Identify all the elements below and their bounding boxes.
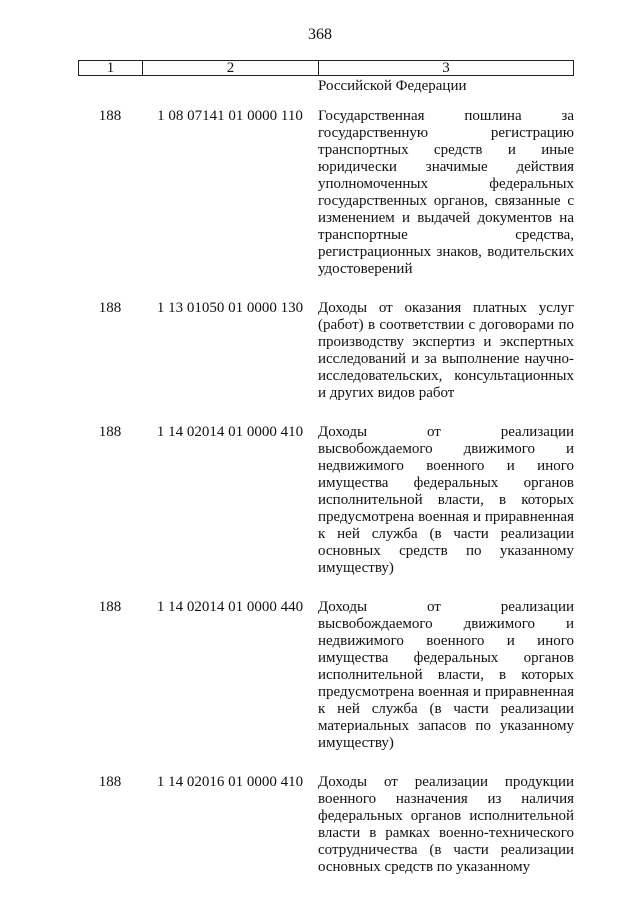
table-header [78,60,574,76]
admin-code: 188 [98,108,122,124]
carryover-text: Российской Федерации [318,78,467,94]
revenue-description: Доходы от реализации продукции военного назначения из наличия федеральных органов исполнительной власти в рамках военно-технического сотрудничества (в части реализации основных средств по указанному [318,774,574,875]
table-row [78,774,574,876]
admin-code: 188 [98,774,122,790]
admin-code: 188 [98,599,122,615]
table-row [78,300,574,402]
header-col-2: 2 [143,61,319,75]
revenue-code: 1 13 01050 01 0000 130 [156,300,304,316]
revenue-description: Доходы от реализации высвобождаемого движимого и недвижимого военного и иного имущества федеральных органов исполнительной власти, в которых предусмотрена военная и приравненная к ней служба (в части реализации материальных запасов по указанному имуществу) [318,599,574,751]
table-row [78,424,574,577]
revenue-description: Государственная пошлина за государственную регистрацию транспортных средств и иные юридически значимые действия уполномоченных федеральных государственных органов, связанные с изменением и выдачей документов на транспортные средства, регистрационных знаков, водительских удостоверений [318,108,574,277]
page-number: 368 [308,26,332,43]
revenue-code: 1 08 07141 01 0000 110 [157,108,303,124]
admin-code: 188 [98,424,122,440]
revenue-description: Доходы от оказания платных услуг (работ) в соответствии с договорами по производству экспертиз и экспертных исследований и за выполнение научно-исследовательских, консультационных и других видов работ [318,300,574,401]
table-body [78,108,574,898]
header-col-3: 3 [442,60,450,76]
admin-code: 188 [98,300,122,316]
header-col-1: 1 [79,61,143,75]
table-row [78,108,574,278]
revenue-code: 1 14 02014 01 0000 410 [156,424,304,440]
revenue-code: 1 14 02014 01 0000 440 [156,599,304,615]
table-row [78,599,574,752]
revenue-code: 1 14 02016 01 0000 410 [156,774,304,790]
revenue-description: Доходы от реализации высвобождаемого движимого и недвижимого военного и иного имущества федеральных органов исполнительной власти, в которых предусмотрена военная и приравненная к ней служба (в части реализации основных средств по указанному имуществу) [318,424,574,576]
